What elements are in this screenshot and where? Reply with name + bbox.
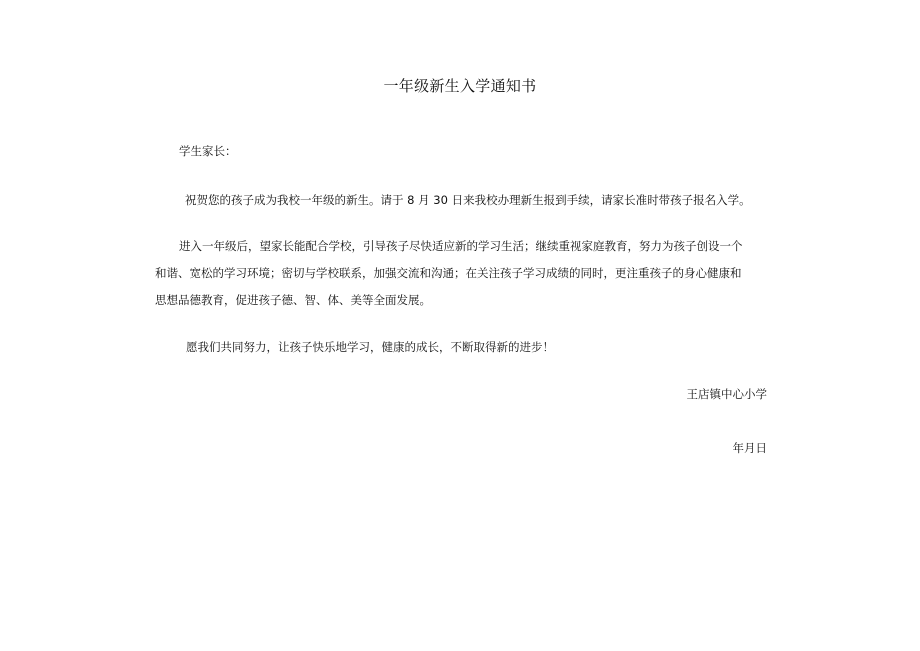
date-line: 年月日 [732, 441, 767, 455]
paragraph-line: 进入一年级后，望家长能配合学校，引导孩子尽快适应新的学习生活；继续重视家庭教育，努力为孩子创设一个 [179, 239, 743, 253]
salutation: 学生家长： [179, 144, 237, 158]
document-title: 一年级新生入学通知书 [383, 77, 537, 95]
paragraph-line: 和谐、宽松的学习环境；密切与学校联系，加强交流和沟通；在关注孩子学习成绩的同时，更注重孩子的身心健康和 [155, 266, 742, 280]
paragraph-line: 思想品德教育，促进孩子德、智、体、美等全面发展。 [155, 293, 431, 307]
paragraph-line: 愿我们共同努力，让孩子快乐地学习，健康的成长，不断取得新的进步！ [186, 340, 554, 354]
paragraph-congratulations [155, 187, 770, 214]
paragraph-expectations [155, 233, 770, 314]
paragraph-wishes [155, 334, 770, 361]
paragraph-line: 祝贺您的孩子成为我校一年级的新生。请于 8 月 30 日来我校办理新生报到手续，请家长准时带孩子报名入学。 [185, 193, 751, 207]
school-signature: 王店镇中心小学 [686, 387, 767, 401]
